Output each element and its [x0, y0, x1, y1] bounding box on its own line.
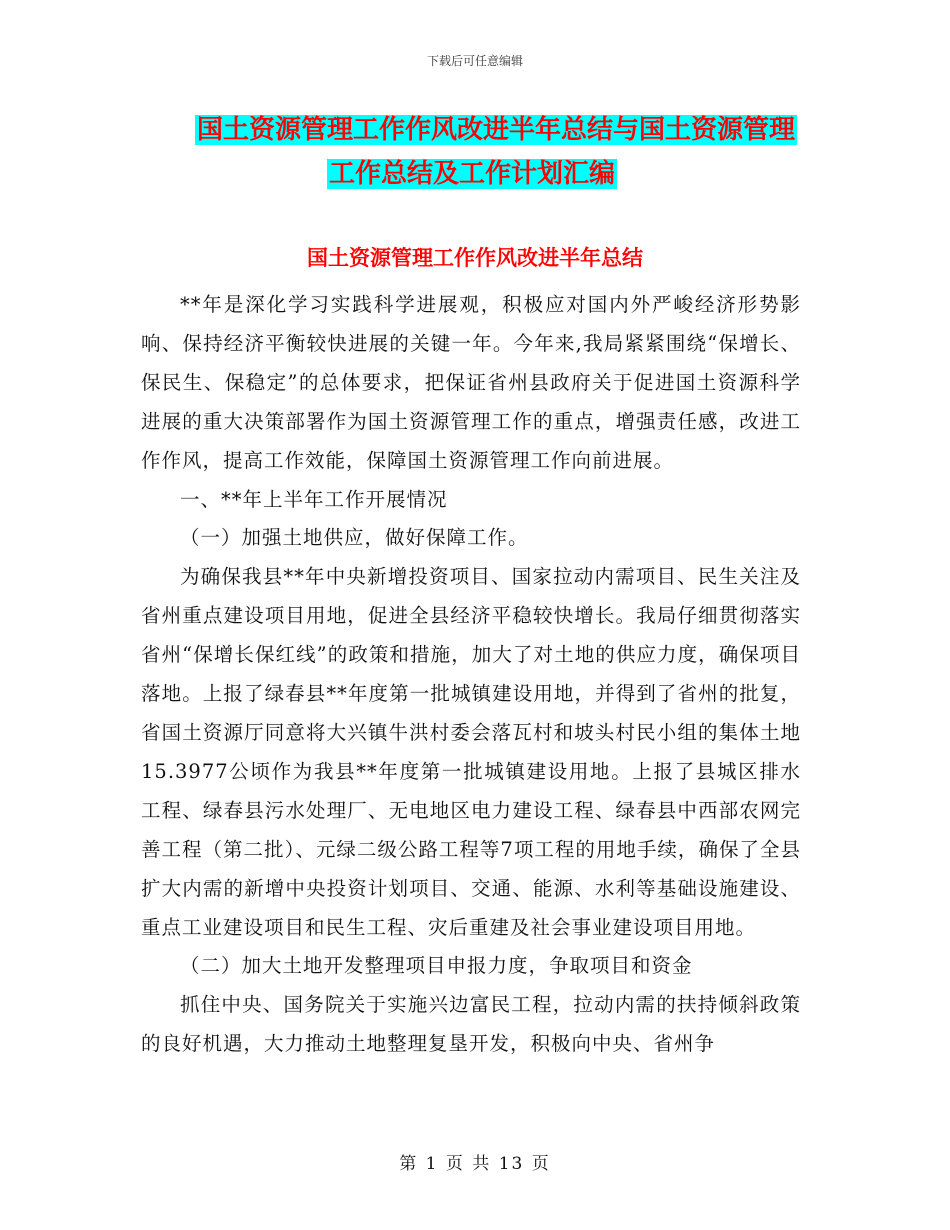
page-header-note: 下载后可任意编辑 [426, 54, 523, 68]
document-title-line-1-text: 国土资源管理工作作风改进半年总结与国土资源管理 [197, 115, 796, 145]
page-number: 第 1 页 共 13 页 [399, 1154, 551, 1174]
paragraph-land-development: 抓住中央、国务院关于实施兴边富民工程，拉动内需的扶持倾斜政策的良好机遇，大力推动土地整理复垦开发，积极向中央、省州争 [141, 993, 801, 1056]
paragraph-intro: **年是深化学习实践科学进展观，积极应对国内外严峻经济形势影响、保持经济平衡较快进展的关键一年。今年来,我局紧紧围绕“保增长、保民生、保稳定”的总体要求，把保证省州县政府关于促进国土资源科学进展的重大决策部署作为国土资源管理工作的重点，增强责任感，改进工作作风，提高工作效能，保障国土资源管理工作向前进展。 [141, 293, 801, 472]
document-title-line-1 [0, 110, 950, 150]
paragraph-land-supply: 为确保我县**年中央新增投资项目、国家拉动内需项目、民生关注及省州重点建设项目用地，促进全县经济平稳较快增长。我局仔细贯彻落实省州“保增长保红线”的政策和措施，加大了对土地的供应力度，确保项目落地。上报了绿春县**年度第一批城镇建设用地，并得到了省州的批复，省国土资源厅同意将大兴镇牛洪村委会落瓦村和坡头村民小组的集体土地15.3977公顷作为我县**年度第一批城镇建设用地。上报了县城区排水工程、绿春县污水处理厂、无电地区电力建设工程、绿春县中西部农网完善工程（第二批）、元绿二级公路工程等7项工程的用地手续，确保了全县扩大内需的新增中央投资计划项目、交通、能源、水利等基础设施建设、重点工业建设项目和民生工程、灾后重建及社会事业建设项目用地。 [141, 565, 801, 939]
heading-section-1: 一、**年上半年工作开展情况 [180, 487, 448, 511]
document-title-line-2 [0, 154, 950, 194]
document-body [141, 286, 801, 1064]
heading-subsection-1: （一）加强土地供应，做好保障工作。 [180, 526, 529, 550]
document-title-line-2-text: 工作总结及工作计划汇编 [329, 159, 616, 189]
heading-subsection-2: （二）加大土地开发整理项目申报力度，争取项目和资金 [180, 954, 693, 978]
section-title: 国土资源管理工作作风改进半年总结 [307, 246, 643, 270]
